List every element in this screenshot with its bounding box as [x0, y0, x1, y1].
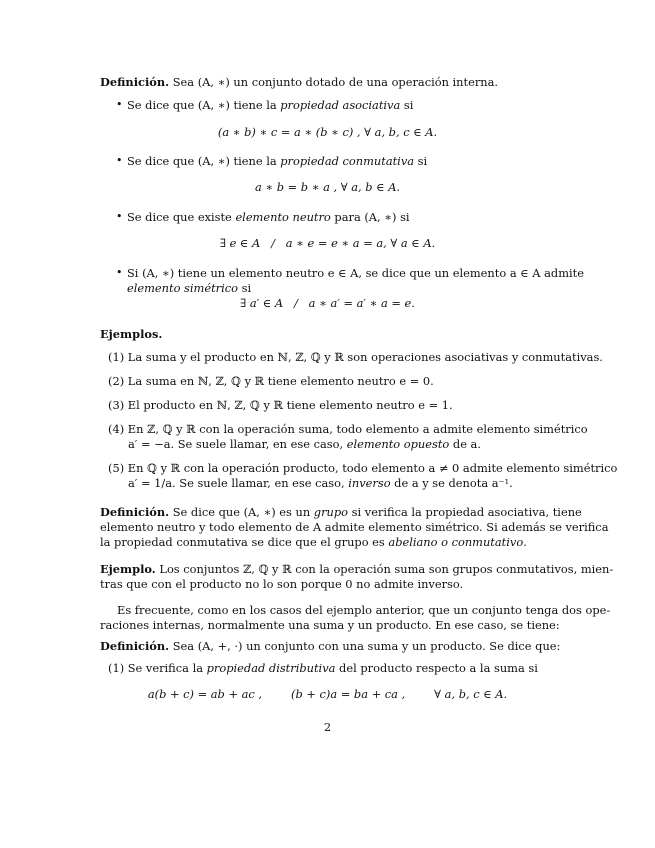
formula-commutative: a ∗ b = b ∗ a , ∀ a, b ∈ A. [254, 180, 401, 194]
bullet-icon: • [116, 154, 123, 167]
text: Se dice que (A, ∗) tiene la [127, 154, 281, 168]
example-3: (3) El producto en ℕ, ℤ, ℚ y ℝ tiene elemento neutro e = 1. [108, 398, 453, 412]
emphasis: elemento neutro [235, 210, 331, 224]
text: para (A, ∗) si [330, 210, 410, 224]
bullet-symmetric-line2 [127, 281, 251, 295]
bullet-icon: • [116, 210, 123, 223]
emphasis: grupo [313, 505, 349, 519]
definition-title: Definición. [100, 75, 170, 89]
bullet-associative [127, 98, 413, 112]
example-paragraph-line1 [100, 562, 613, 576]
bullet-neutral [127, 210, 410, 224]
bullet-symmetric-line1: Si (A, ∗) tiene un elemento neutro e ∈ A, se dice que un elemento a ∈ A admite [127, 266, 584, 280]
definition-3-item-1 [108, 661, 538, 675]
page-number: 2 [323, 720, 332, 734]
definition-title: Definición. [100, 505, 170, 519]
example-paragraph-line2: tras que con el producto no lo son porque 0 no admite inverso. [100, 577, 464, 591]
text: Se dice que (A, ∗) tiene la [127, 98, 281, 112]
example-4-line1: (4) En ℤ, ℚ y ℝ con la operación suma, todo elemento a admite elemento simétrico [108, 422, 588, 436]
definition-1-header [100, 75, 498, 89]
example-title: Ejemplo. [100, 562, 156, 576]
text: la propiedad conmutativa se dice que el grupo es [100, 535, 389, 549]
formula-distributive: a(b + c) = ab + ac , (b + c)a = ba + ca , ∀ a, b, c ∈ A. [147, 687, 508, 701]
definition-2-line1 [100, 505, 582, 519]
text: . [523, 535, 527, 549]
bullet-icon: • [116, 266, 123, 279]
text: si [400, 98, 414, 112]
definition-intro: Sea (A, ∗) un conjunto dotado de una operación interna. [172, 75, 499, 89]
text: a′ = 1/a. Se suele llamar, en ese caso, [128, 476, 349, 490]
emphasis: propiedad conmutativa [280, 154, 415, 168]
emphasis: propiedad asociativa [280, 98, 401, 112]
example-4-line2 [128, 437, 481, 451]
bullet-commutative [127, 154, 427, 168]
text: si [238, 281, 252, 295]
emphasis: elemento simétrico [127, 281, 238, 295]
definition-title: Definición. [100, 639, 170, 653]
text: (1) Se verifica la [108, 661, 207, 675]
text: Sea (A, +, ·) un conjunto con una suma y un producto. Se dice que: [169, 639, 561, 653]
bullet-icon: • [116, 98, 123, 111]
emphasis: inverso [348, 476, 391, 490]
paragraph-line2: raciones internas, normalmente una suma y un producto. En ese caso, se tiene: [100, 618, 560, 632]
paragraph-line1: Es frecuente, como en los casos del ejemplo anterior, que un conjunto tenga dos ope- [117, 603, 611, 617]
emphasis: abeliano o conmutativo [388, 535, 524, 549]
formula-symmetric: ∃ a′ ∈ A / a ∗ a′ = a′ ∗ a = e. [240, 296, 415, 310]
text: si verifica la propiedad asociativa, tiene [348, 505, 582, 519]
text: Se dice que (A, ∗) es un [169, 505, 314, 519]
text: del producto respecto a la suma si [335, 661, 538, 675]
text: si [414, 154, 428, 168]
text: a′ = −a. Se suele llamar, en ese caso, [128, 437, 347, 451]
example-5-line1: (5) En ℚ y ℝ con la operación producto, todo elemento a ≠ 0 admite elemento simétrico [108, 461, 618, 475]
text: de a y se denota a⁻¹. [390, 476, 513, 490]
emphasis: elemento opuesto [346, 437, 450, 451]
text: de a. [449, 437, 481, 451]
example-1: (1) La suma y el producto en ℕ, ℤ, ℚ y ℝ son operaciones asociativas y conmutativas. [108, 350, 603, 364]
example-2: (2) La suma en ℕ, ℤ, ℚ y ℝ tiene elemento neutro e = 0. [108, 374, 434, 388]
formula-associative: (a ∗ b) ∗ c = a ∗ (b ∗ c) , ∀ a, b, c ∈ A. [217, 125, 438, 139]
definition-2-line2: elemento neutro y todo elemento de A admite elemento simétrico. Si además se verifica [100, 520, 609, 534]
formula-neutral: ∃ e ∈ A / a ∗ e = e ∗ a = a, ∀ a ∈ A. [219, 236, 436, 250]
example-5-line2 [128, 476, 513, 490]
definition-3-header [100, 639, 560, 653]
definition-2-line3 [100, 535, 527, 549]
emphasis: propiedad distributiva [206, 661, 336, 675]
text: Los conjuntos ℤ, ℚ y ℝ con la operación suma son grupos conmutativos, mien- [155, 562, 614, 576]
examples-title: Ejemplos. [100, 327, 163, 341]
text: Se dice que existe [127, 210, 236, 224]
